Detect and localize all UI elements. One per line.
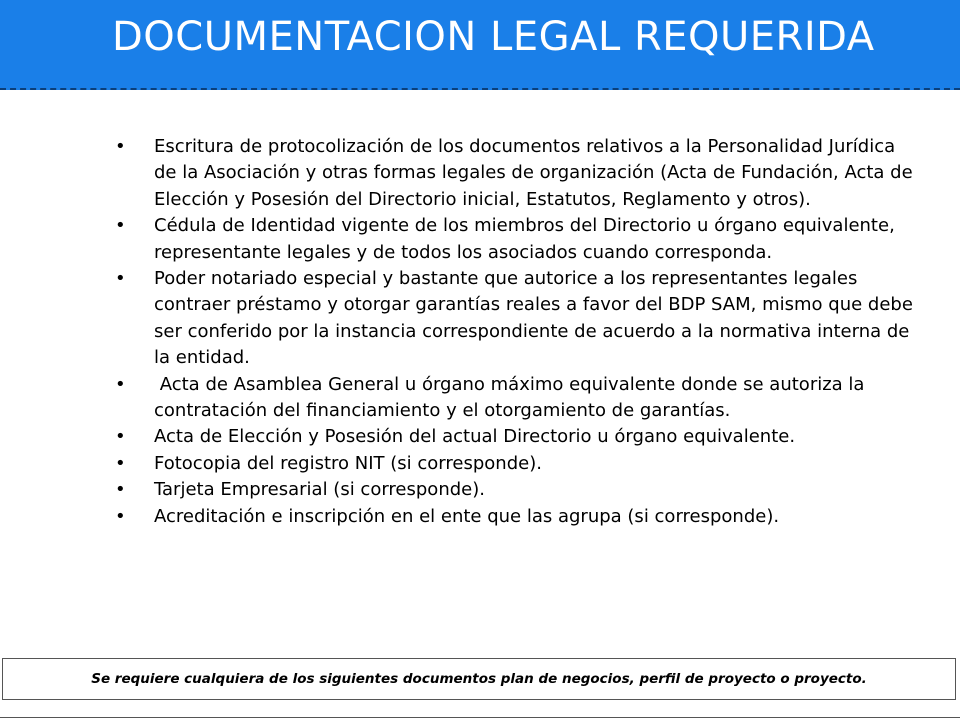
list-item bbox=[113, 372, 923, 425]
title-banner bbox=[0, 0, 960, 90]
list-item bbox=[113, 451, 923, 477]
bullet-icon: • bbox=[115, 452, 126, 474]
list-item-text: Acreditación e inscripción en el ente que las agrupa (si corresponde). bbox=[154, 505, 780, 527]
list-item bbox=[113, 504, 923, 530]
bullet-icon: • bbox=[115, 479, 126, 501]
list-item-text: Cédula de Identidad vigente de los miembros del Directorio u órgano equivalente, representante legales y de todos los asociados cuando corresponda. bbox=[154, 215, 895, 263]
list-item bbox=[113, 424, 923, 450]
bullet-icon: • bbox=[115, 505, 126, 527]
list-item bbox=[113, 134, 923, 213]
bullet-icon: • bbox=[115, 426, 126, 448]
bottom-divider bbox=[0, 717, 960, 718]
footer-note-box bbox=[2, 658, 956, 700]
list-item bbox=[113, 213, 923, 266]
list-item-text: Escritura de protocolización de los documentos relativos a la Personalidad Jurídica de la Asociación y otras formas legales de organización (Acta de Fundación, Acta de Elección y Posesión del Directorio inicial, Estatutos, Reglamento y otros). bbox=[154, 136, 913, 210]
list-item-text: Acta de Elección y Posesión del actual Directorio u órgano equivalente. bbox=[154, 426, 796, 448]
list-item-text: Fotocopia del registro NIT (si corresponde). bbox=[154, 452, 542, 474]
footer-note: Se requiere cualquiera de los siguientes documentos plan de negocios, perfil de proyecto o proyecto. bbox=[91, 671, 867, 687]
bullet-icon: • bbox=[115, 215, 126, 237]
list-item-text: Tarjeta Empresarial (si corresponde). bbox=[154, 479, 485, 501]
list-item-text: Poder notariado especial y bastante que autorice a los representantes legales contraer préstamo y otorgar garantías reales a favor del BDP SAM, mismo que debe ser conferido por la instancia correspondiente de acuerdo a la normativa interna de la entidad. bbox=[154, 268, 913, 369]
page-title: DOCUMENTACION LEGAL REQUERIDA bbox=[112, 14, 875, 60]
bullet-icon: • bbox=[115, 136, 126, 157]
list-item bbox=[113, 266, 923, 372]
list-item bbox=[113, 477, 923, 503]
bullet-icon: • bbox=[115, 373, 126, 395]
bullet-icon: • bbox=[115, 268, 126, 290]
requirements-list bbox=[113, 134, 923, 530]
list-item-text: Acta de Asamblea General u órgano máximo equivalente donde se autoriza la contratación del financiamiento y el otorgamiento de garantías. bbox=[154, 373, 871, 422]
